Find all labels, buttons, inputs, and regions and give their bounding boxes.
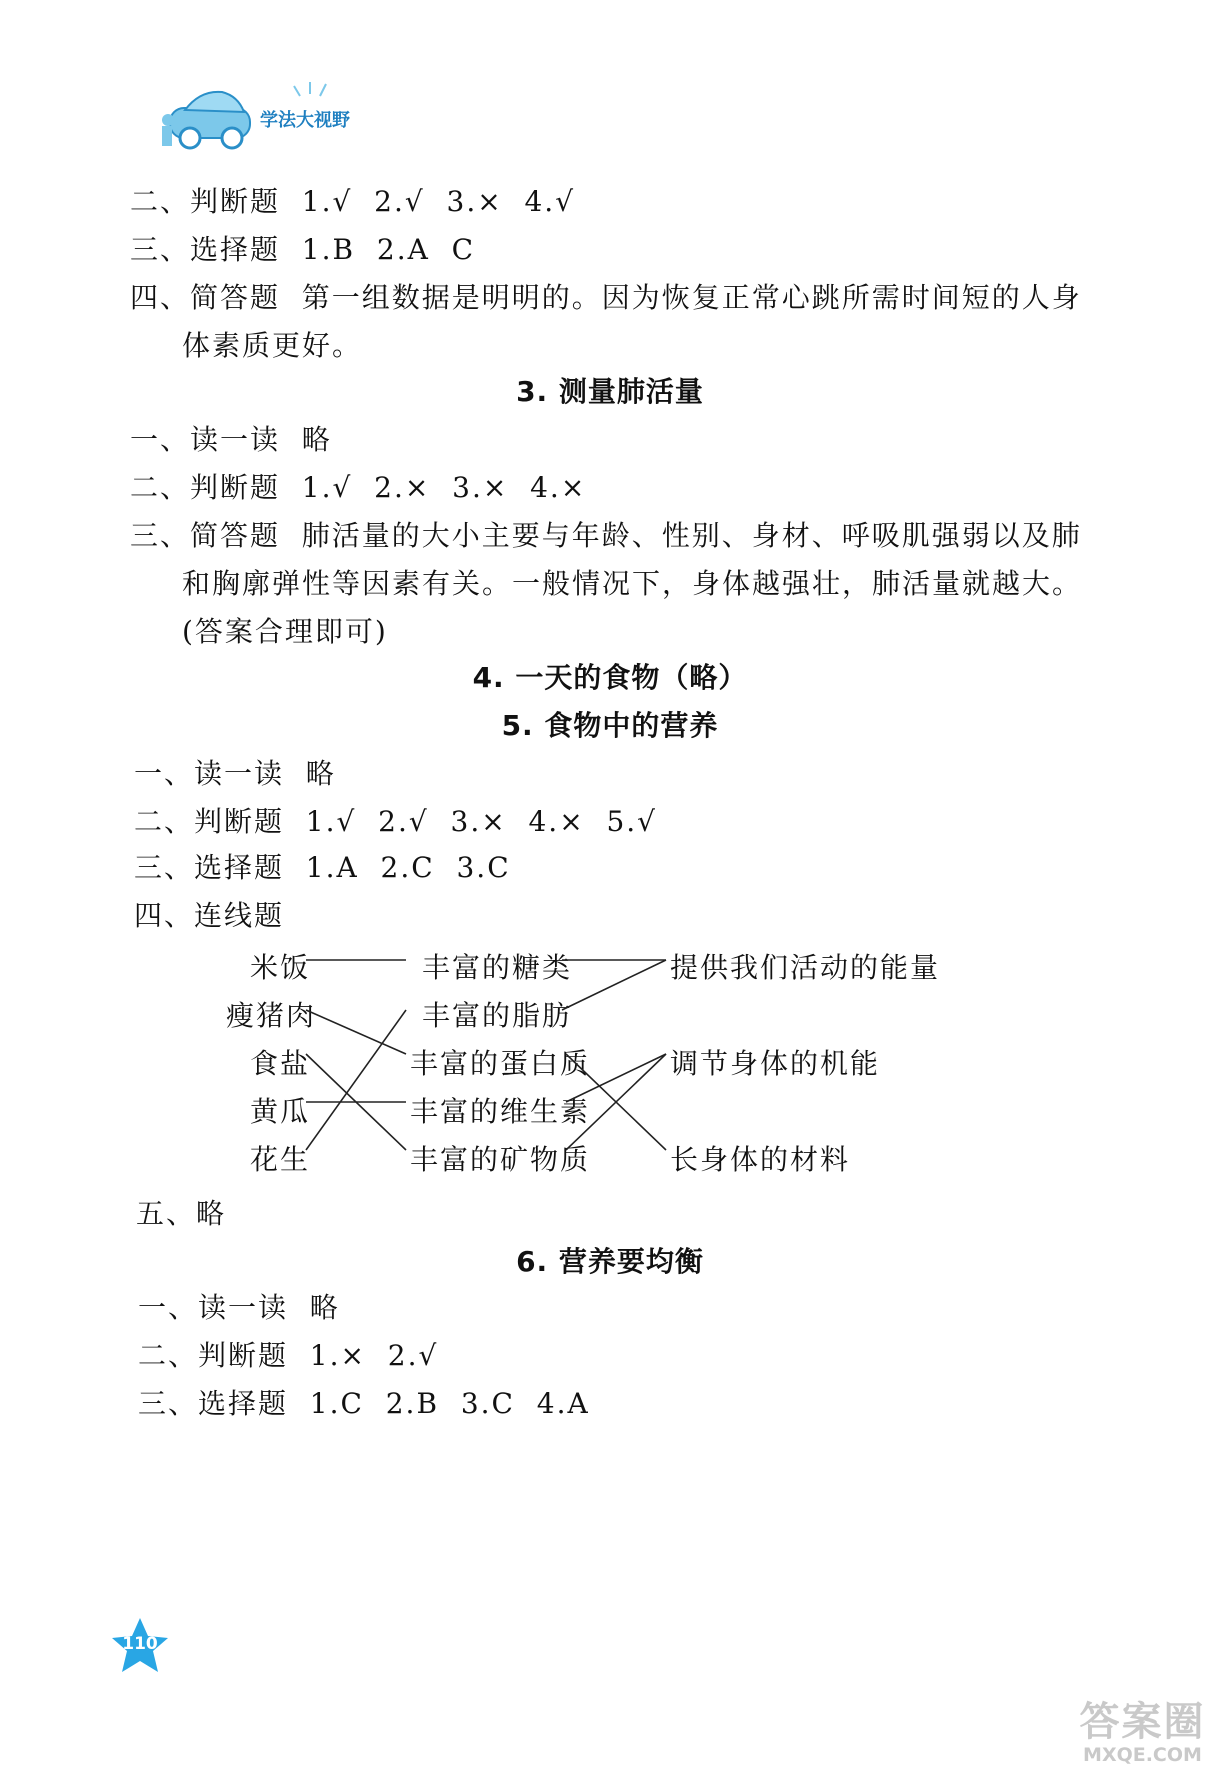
answer-line: 三、选择题 1.A 2.C 3.C [134, 851, 511, 884]
food-item: 食盐 [250, 1047, 311, 1080]
car-icon [162, 92, 250, 148]
answer-line: 二、判断题 1.√ 2.√ 3.× 4.× 5.√ [134, 805, 658, 838]
answer-line: 四、连线题 [134, 899, 285, 932]
answer-line: 二、判断题 1.√ 2.× 3.× 4.× [130, 471, 587, 504]
answer-line: (答案合理即可) [182, 615, 388, 648]
answer-line: 体素质更好。 [182, 329, 363, 362]
match-line-peanut-fat [306, 1010, 406, 1150]
answer-line: 二、判断题 1.√ 2.√ 3.× 4.√ [130, 185, 576, 218]
answer-line: 和胸廓弹性等因素有关。一般情况下，身体越强壮，肺活量就越大。 [182, 567, 1083, 600]
function-item: 提供我们活动的能量 [670, 951, 941, 984]
nutrient-item: 丰富的蛋白质 [410, 1047, 591, 1080]
watermark-bottom: MXQE.COM [1083, 1744, 1202, 1766]
food-item: 黄瓜 [250, 1095, 311, 1128]
answer-line: 五、略 [136, 1197, 227, 1230]
function-item: 调节身体的机能 [670, 1047, 881, 1080]
watermark [1075, 1700, 1210, 1766]
page-number-badge [108, 1616, 172, 1676]
watermark-top: 答案圈 [1079, 1699, 1206, 1745]
sun-rays-icon [294, 82, 326, 96]
answer-line: 一、读一读 略 [134, 757, 336, 790]
nutrient-item: 丰富的糖类 [422, 951, 573, 984]
answer-line: 三、选择题 1.C 2.B 3.C 4.A [138, 1387, 590, 1420]
answer-line: 四、简答题 第一组数据是明明的。因为恢复正常心跳所需时间短的人身 [130, 281, 1082, 314]
food-item: 米饭 [250, 951, 311, 984]
section-heading: 3. 测量肺活量 [516, 375, 704, 408]
answer-line: 三、简答题 肺活量的大小主要与年龄、性别、身材、呼吸肌强弱以及肺 [130, 519, 1082, 552]
answer-line: 一、读一读 略 [130, 423, 332, 456]
section-heading: 5. 食物中的营养 [501, 709, 719, 742]
answer-line: 三、选择题 1.B 2.A C [130, 233, 476, 266]
food-item: 瘦猪肉 [226, 999, 317, 1032]
nutrient-item: 丰富的矿物质 [410, 1143, 591, 1176]
nutrient-item: 丰富的脂肪 [422, 999, 573, 1032]
section-heading: 4. 一天的食物（略） [472, 661, 748, 694]
page-number: 110 [122, 1634, 158, 1654]
section-heading: 6. 营养要均衡 [516, 1245, 704, 1278]
answer-line: 二、判断题 1.× 2.√ [138, 1339, 439, 1372]
food-item: 花生 [250, 1143, 311, 1176]
match-line-salt-mineral [306, 1054, 406, 1150]
function-item: 长身体的材料 [670, 1143, 851, 1176]
match-line-fat-energy [562, 960, 666, 1010]
logo-text: 学法大视野 [260, 110, 350, 131]
header-logo [160, 78, 400, 158]
nutrient-item: 丰富的维生素 [410, 1095, 591, 1128]
match-line-pork-protein [306, 1010, 406, 1054]
answer-line: 一、读一读 略 [138, 1291, 340, 1324]
